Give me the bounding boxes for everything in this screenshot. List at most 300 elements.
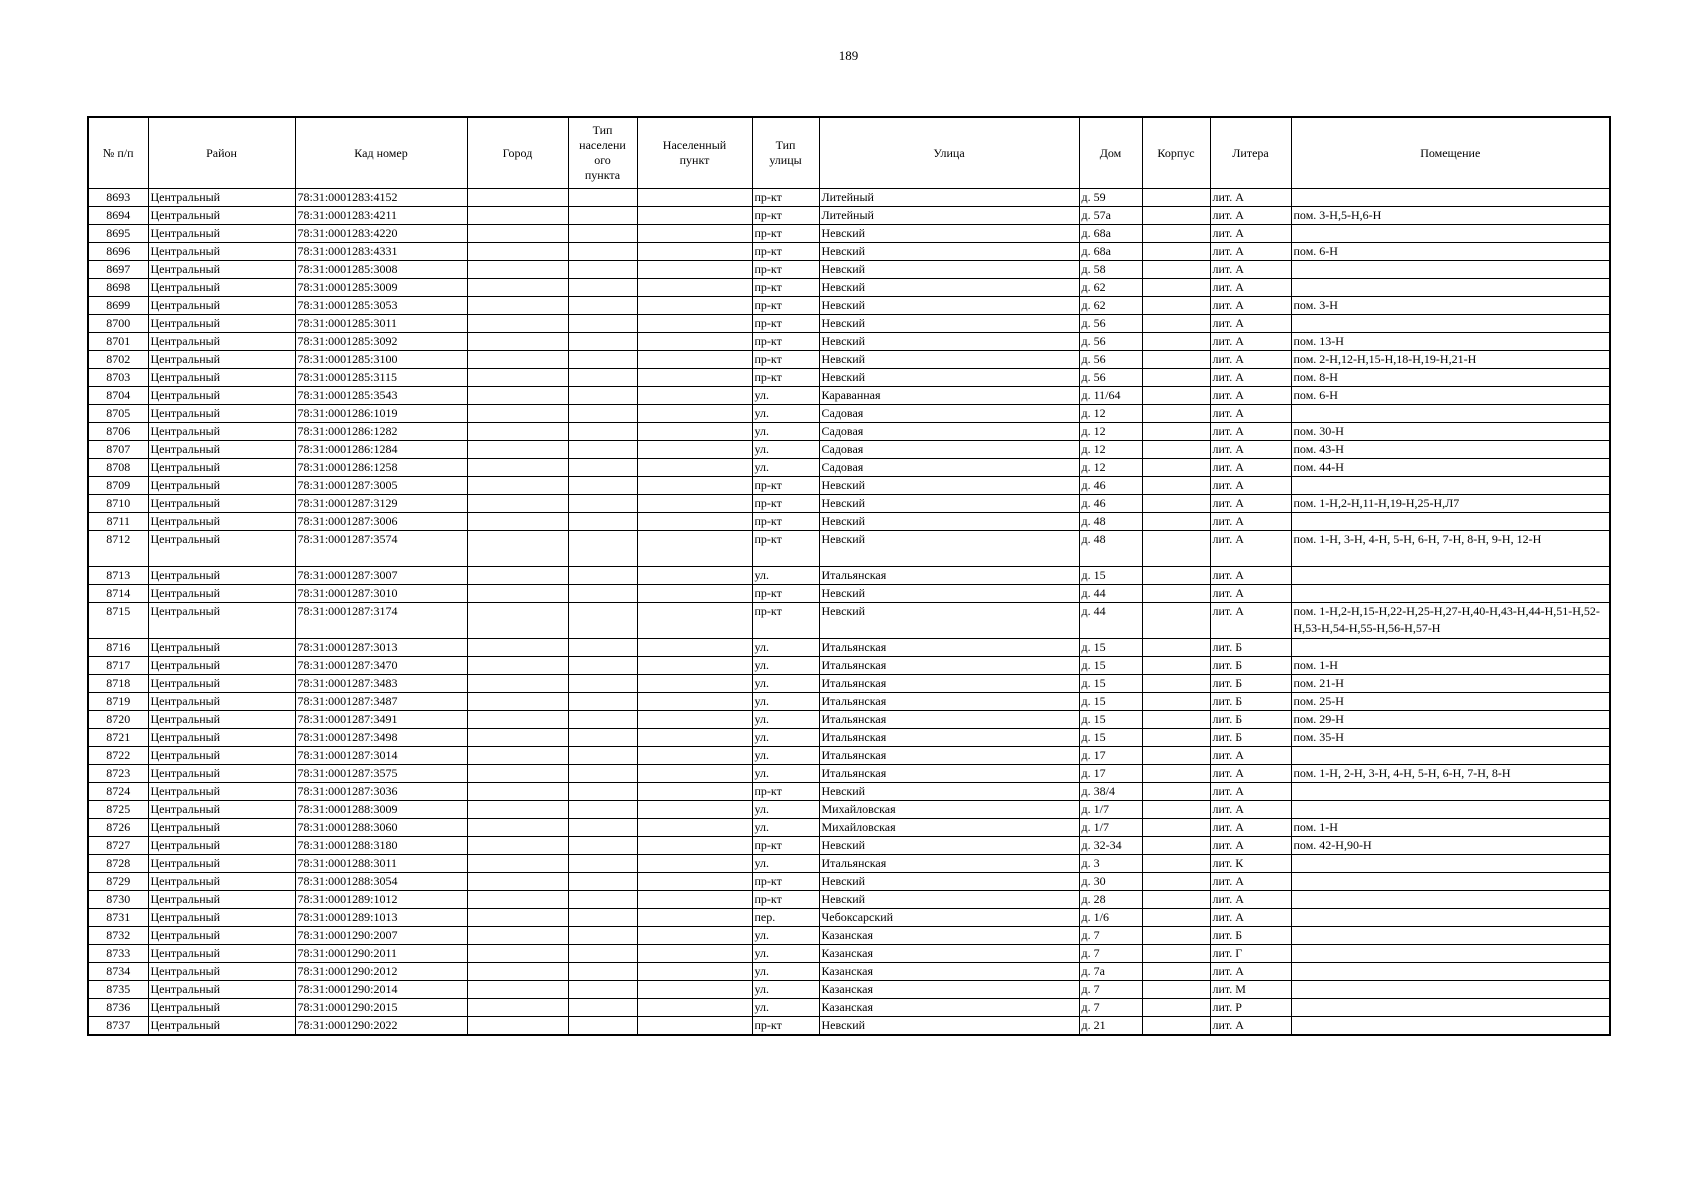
- cell-street: Невский: [819, 261, 1079, 279]
- cell-street-type: пр-кт: [752, 477, 819, 495]
- cell-cadastral: 78:31:0001286:1258: [295, 459, 467, 477]
- table-row: [88, 261, 1610, 279]
- cell-district: Центральный: [148, 711, 295, 729]
- cell-street: Литейный: [819, 207, 1079, 225]
- cell-settlement-type: [568, 999, 637, 1017]
- table-row: [88, 423, 1610, 441]
- cell-settlement-type: [568, 603, 637, 639]
- cell-city: [467, 963, 568, 981]
- cell-street-type: ул.: [752, 693, 819, 711]
- cell-district: Центральный: [148, 567, 295, 585]
- cell-cadastral: 78:31:0001290:2007: [295, 927, 467, 945]
- cell-letter: лит. А: [1210, 243, 1291, 261]
- cell-district: Центральный: [148, 531, 295, 567]
- cell-building: [1142, 927, 1210, 945]
- cell-house: д. 56: [1079, 369, 1142, 387]
- table-row: [88, 729, 1610, 747]
- cell-street-type: пр-кт: [752, 351, 819, 369]
- cell-city: [467, 693, 568, 711]
- cell-settlement: [637, 351, 752, 369]
- cell-number: 8706: [88, 423, 148, 441]
- cell-building: [1142, 801, 1210, 819]
- cell-district: Центральный: [148, 585, 295, 603]
- cell-district: Центральный: [148, 873, 295, 891]
- col-header-district: Район: [148, 117, 295, 189]
- cell-number: 8708: [88, 459, 148, 477]
- cell-city: [467, 585, 568, 603]
- cell-letter: лит. Б: [1210, 675, 1291, 693]
- cell-building: [1142, 711, 1210, 729]
- cell-premises: [1291, 999, 1610, 1017]
- cell-building: [1142, 675, 1210, 693]
- cell-cadastral: 78:31:0001287:3007: [295, 567, 467, 585]
- cell-cadastral: 78:31:0001290:2011: [295, 945, 467, 963]
- cell-premises: пом. 42-Н,90-Н: [1291, 837, 1610, 855]
- cell-street-type: пр-кт: [752, 891, 819, 909]
- cell-premises: [1291, 801, 1610, 819]
- cell-settlement-type: [568, 531, 637, 567]
- cell-cadastral: 78:31:0001287:3014: [295, 747, 467, 765]
- cell-number: 8729: [88, 873, 148, 891]
- cell-city: [467, 837, 568, 855]
- table-row: [88, 801, 1610, 819]
- col-header-premises: Помещение: [1291, 117, 1610, 189]
- cell-house: д. 15: [1079, 567, 1142, 585]
- cell-cadastral: 78:31:0001287:3129: [295, 495, 467, 513]
- table-row: [88, 837, 1610, 855]
- cell-district: Центральный: [148, 981, 295, 999]
- cell-premises: пом. 21-Н: [1291, 675, 1610, 693]
- cell-premises: [1291, 981, 1610, 999]
- cell-building: [1142, 495, 1210, 513]
- cell-street: Невский: [819, 369, 1079, 387]
- cell-building: [1142, 657, 1210, 675]
- cell-street: Невский: [819, 297, 1079, 315]
- cell-city: [467, 999, 568, 1017]
- cell-number: 8720: [88, 711, 148, 729]
- cell-settlement-type: [568, 189, 637, 207]
- cell-street-type: пр-кт: [752, 225, 819, 243]
- cell-street-type: ул.: [752, 567, 819, 585]
- cell-number: 8718: [88, 675, 148, 693]
- cell-settlement-type: [568, 981, 637, 999]
- cell-cadastral: 78:31:0001285:3092: [295, 333, 467, 351]
- cell-settlement: [637, 531, 752, 567]
- cell-district: Центральный: [148, 261, 295, 279]
- cell-settlement: [637, 225, 752, 243]
- cell-building: [1142, 999, 1210, 1017]
- cell-cadastral: 78:31:0001290:2014: [295, 981, 467, 999]
- cell-building: [1142, 567, 1210, 585]
- cell-street: Литейный: [819, 189, 1079, 207]
- cell-cadastral: 78:31:0001287:3487: [295, 693, 467, 711]
- cell-street: Чебоксарский: [819, 909, 1079, 927]
- cell-settlement-type: [568, 855, 637, 873]
- cell-building: [1142, 981, 1210, 999]
- cell-number: 8724: [88, 783, 148, 801]
- cell-street-type: ул.: [752, 639, 819, 657]
- cell-district: Центральный: [148, 207, 295, 225]
- cell-number: 8714: [88, 585, 148, 603]
- cell-district: Центральный: [148, 477, 295, 495]
- table-row: [88, 531, 1610, 567]
- cell-street: Итальянская: [819, 657, 1079, 675]
- cell-letter: лит. А: [1210, 963, 1291, 981]
- cell-street-type: пр-кт: [752, 189, 819, 207]
- col-header-number: № п/п: [88, 117, 148, 189]
- cell-city: [467, 315, 568, 333]
- cell-city: [467, 297, 568, 315]
- cell-number: 8737: [88, 1017, 148, 1036]
- cell-house: д. 56: [1079, 351, 1142, 369]
- cell-settlement: [637, 189, 752, 207]
- cell-settlement-type: [568, 513, 637, 531]
- table-row: [88, 693, 1610, 711]
- cell-street-type: пр-кт: [752, 495, 819, 513]
- cell-letter: лит. А: [1210, 261, 1291, 279]
- table-row: [88, 315, 1610, 333]
- cell-street: Невский: [819, 477, 1079, 495]
- cell-city: [467, 261, 568, 279]
- cell-letter: лит. Г: [1210, 945, 1291, 963]
- cell-number: 8717: [88, 657, 148, 675]
- table-row: [88, 1017, 1610, 1036]
- cell-street-type: ул.: [752, 945, 819, 963]
- cell-settlement-type: [568, 585, 637, 603]
- cell-settlement: [637, 909, 752, 927]
- table-row: [88, 405, 1610, 423]
- cell-street: Итальянская: [819, 567, 1079, 585]
- cell-settlement-type: [568, 225, 637, 243]
- cell-number: 8727: [88, 837, 148, 855]
- table-row: [88, 513, 1610, 531]
- col-header-cadastral: Кад номер: [295, 117, 467, 189]
- cell-settlement-type: [568, 495, 637, 513]
- table-row: [88, 225, 1610, 243]
- cell-number: 8693: [88, 189, 148, 207]
- cell-number: 8726: [88, 819, 148, 837]
- cell-city: [467, 603, 568, 639]
- cell-city: [467, 873, 568, 891]
- cell-settlement: [637, 657, 752, 675]
- cell-letter: лит. А: [1210, 783, 1291, 801]
- table-row: [88, 333, 1610, 351]
- cell-building: [1142, 315, 1210, 333]
- cell-cadastral: 78:31:0001289:1013: [295, 909, 467, 927]
- cell-city: [467, 675, 568, 693]
- cell-premises: пом. 6-Н: [1291, 243, 1610, 261]
- cell-settlement-type: [568, 423, 637, 441]
- cell-letter: лит. А: [1210, 207, 1291, 225]
- cell-house: д. 32-34: [1079, 837, 1142, 855]
- cell-street-type: ул.: [752, 999, 819, 1017]
- cell-premises: [1291, 567, 1610, 585]
- cell-letter: лит. А: [1210, 315, 1291, 333]
- cell-cadastral: 78:31:0001288:3009: [295, 801, 467, 819]
- cell-street-type: ул.: [752, 459, 819, 477]
- cell-number: 8709: [88, 477, 148, 495]
- cell-premises: пом. 1-Н, 2-Н, 3-Н, 4-Н, 5-Н, 6-Н, 7-Н, 8-Н: [1291, 765, 1610, 783]
- cell-premises: пом. 35-Н: [1291, 729, 1610, 747]
- cell-number: 8701: [88, 333, 148, 351]
- cell-city: [467, 801, 568, 819]
- cell-house: д. 17: [1079, 747, 1142, 765]
- cell-street-type: пр-кт: [752, 513, 819, 531]
- cell-cadastral: 78:31:0001285:3008: [295, 261, 467, 279]
- cell-cadastral: 78:31:0001290:2015: [295, 999, 467, 1017]
- col-header-settlement: Населенный пункт: [637, 117, 752, 189]
- cell-district: Центральный: [148, 891, 295, 909]
- cell-letter: лит. А: [1210, 909, 1291, 927]
- cell-district: Центральный: [148, 909, 295, 927]
- cell-district: Центральный: [148, 801, 295, 819]
- cell-settlement-type: [568, 693, 637, 711]
- cell-settlement: [637, 837, 752, 855]
- cell-city: [467, 1017, 568, 1036]
- cell-street-type: ул.: [752, 765, 819, 783]
- cell-street-type: ул.: [752, 657, 819, 675]
- cell-street-type: ул.: [752, 729, 819, 747]
- cell-number: 8733: [88, 945, 148, 963]
- cell-letter: лит. Б: [1210, 927, 1291, 945]
- cell-premises: [1291, 891, 1610, 909]
- cell-settlement: [637, 261, 752, 279]
- cell-premises: [1291, 315, 1610, 333]
- table-row: [88, 783, 1610, 801]
- cell-house: д. 1/7: [1079, 819, 1142, 837]
- cell-district: Центральный: [148, 819, 295, 837]
- cell-house: д. 11/64: [1079, 387, 1142, 405]
- cell-number: 8734: [88, 963, 148, 981]
- cell-cadastral: 78:31:0001290:2012: [295, 963, 467, 981]
- cell-premises: пом. 1-Н, 3-Н, 4-Н, 5-Н, 6-Н, 7-Н, 8-Н, 9-Н, 12-Н: [1291, 531, 1610, 567]
- cell-cadastral: 78:31:0001287:3470: [295, 657, 467, 675]
- cell-letter: лит. А: [1210, 405, 1291, 423]
- cell-premises: пом. 8-Н: [1291, 369, 1610, 387]
- cell-cadastral: 78:31:0001288:3011: [295, 855, 467, 873]
- cell-premises: [1291, 225, 1610, 243]
- cell-building: [1142, 369, 1210, 387]
- cell-number: 8699: [88, 297, 148, 315]
- cell-letter: лит. Б: [1210, 711, 1291, 729]
- cell-street: Итальянская: [819, 639, 1079, 657]
- cell-settlement: [637, 459, 752, 477]
- cell-cadastral: 78:31:0001288:3060: [295, 819, 467, 837]
- table-row: [88, 675, 1610, 693]
- cell-settlement: [637, 891, 752, 909]
- cell-number: 8732: [88, 927, 148, 945]
- cell-district: Центральный: [148, 387, 295, 405]
- cell-premises: [1291, 279, 1610, 297]
- cell-number: 8705: [88, 405, 148, 423]
- cell-cadastral: 78:31:0001287:3005: [295, 477, 467, 495]
- cell-house: д. 7: [1079, 999, 1142, 1017]
- table-row: [88, 873, 1610, 891]
- cell-street-type: ул.: [752, 747, 819, 765]
- cell-street: Итальянская: [819, 747, 1079, 765]
- cell-premises: [1291, 1017, 1610, 1036]
- cell-street: Михайловская: [819, 819, 1079, 837]
- cell-district: Центральный: [148, 333, 295, 351]
- cell-street-type: ул.: [752, 963, 819, 981]
- cell-city: [467, 513, 568, 531]
- cell-number: 8715: [88, 603, 148, 639]
- cell-house: д. 7: [1079, 945, 1142, 963]
- cell-building: [1142, 945, 1210, 963]
- cell-settlement: [637, 513, 752, 531]
- cell-district: Центральный: [148, 999, 295, 1017]
- cell-letter: лит. А: [1210, 1017, 1291, 1036]
- cell-settlement: [637, 675, 752, 693]
- cell-letter: лит. Б: [1210, 693, 1291, 711]
- cell-settlement: [637, 981, 752, 999]
- cell-settlement: [637, 369, 752, 387]
- cell-house: д. 15: [1079, 675, 1142, 693]
- cell-street-type: ул.: [752, 855, 819, 873]
- cell-street-type: пер.: [752, 909, 819, 927]
- table-row: [88, 981, 1610, 999]
- cell-letter: лит. А: [1210, 567, 1291, 585]
- cell-building: [1142, 243, 1210, 261]
- cell-premises: [1291, 855, 1610, 873]
- table-body: [88, 189, 1610, 1036]
- cell-district: Центральный: [148, 747, 295, 765]
- cell-cadastral: 78:31:0001285:3115: [295, 369, 467, 387]
- cell-settlement: [637, 999, 752, 1017]
- cell-premises: [1291, 963, 1610, 981]
- cell-building: [1142, 531, 1210, 567]
- cell-number: 8722: [88, 747, 148, 765]
- cell-cadastral: 78:31:0001287:3174: [295, 603, 467, 639]
- cell-city: [467, 477, 568, 495]
- cell-letter: лит. А: [1210, 297, 1291, 315]
- col-header-city: Город: [467, 117, 568, 189]
- cell-number: 8702: [88, 351, 148, 369]
- cell-settlement: [637, 387, 752, 405]
- cell-building: [1142, 603, 1210, 639]
- cell-building: [1142, 225, 1210, 243]
- cell-city: [467, 405, 568, 423]
- col-header-street-type: Тип улицы: [752, 117, 819, 189]
- cell-street-type: пр-кт: [752, 873, 819, 891]
- cell-premises: [1291, 909, 1610, 927]
- col-header-house: Дом: [1079, 117, 1142, 189]
- cell-settlement: [637, 315, 752, 333]
- cell-settlement-type: [568, 459, 637, 477]
- cell-street: Невский: [819, 513, 1079, 531]
- cell-building: [1142, 333, 1210, 351]
- cell-premises: пом. 2-Н,12-Н,15-Н,18-Н,19-Н,21-Н: [1291, 351, 1610, 369]
- cell-cadastral: 78:31:0001285:3053: [295, 297, 467, 315]
- col-header-building: Корпус: [1142, 117, 1210, 189]
- cell-city: [467, 945, 568, 963]
- cell-street: Невский: [819, 891, 1079, 909]
- cell-building: [1142, 405, 1210, 423]
- cell-building: [1142, 189, 1210, 207]
- cell-settlement-type: [568, 927, 637, 945]
- cell-district: Центральный: [148, 603, 295, 639]
- cell-city: [467, 729, 568, 747]
- cell-street: Итальянская: [819, 675, 1079, 693]
- cell-street-type: ул.: [752, 801, 819, 819]
- cell-street-type: ул.: [752, 405, 819, 423]
- registry-table: [87, 116, 1611, 1036]
- cell-settlement-type: [568, 711, 637, 729]
- cell-house: д. 38/4: [1079, 783, 1142, 801]
- cell-street-type: ул.: [752, 711, 819, 729]
- cell-street: Итальянская: [819, 729, 1079, 747]
- cell-cadastral: 78:31:0001285:3011: [295, 315, 467, 333]
- cell-settlement-type: [568, 891, 637, 909]
- cell-building: [1142, 423, 1210, 441]
- cell-settlement-type: [568, 963, 637, 981]
- cell-city: [467, 765, 568, 783]
- cell-house: д. 1/6: [1079, 909, 1142, 927]
- cell-settlement-type: [568, 315, 637, 333]
- page-number: 189: [838, 48, 859, 63]
- cell-letter: лит. Р: [1210, 999, 1291, 1017]
- cell-house: д. 68а: [1079, 243, 1142, 261]
- cell-settlement: [637, 585, 752, 603]
- cell-district: Центральный: [148, 225, 295, 243]
- cell-street: Казанская: [819, 999, 1079, 1017]
- cell-district: Центральный: [148, 675, 295, 693]
- cell-settlement-type: [568, 747, 637, 765]
- cell-district: Центральный: [148, 945, 295, 963]
- cell-letter: лит. А: [1210, 747, 1291, 765]
- table-row: [88, 639, 1610, 657]
- cell-letter: лит. А: [1210, 441, 1291, 459]
- cell-premises: [1291, 639, 1610, 657]
- cell-city: [467, 855, 568, 873]
- cell-letter: лит. А: [1210, 801, 1291, 819]
- cell-number: 8700: [88, 315, 148, 333]
- cell-street-type: пр-кт: [752, 315, 819, 333]
- cell-settlement: [637, 207, 752, 225]
- cell-street: Невский: [819, 279, 1079, 297]
- cell-district: Центральный: [148, 297, 295, 315]
- cell-house: д. 21: [1079, 1017, 1142, 1036]
- table-row: [88, 819, 1610, 837]
- cell-number: 8703: [88, 369, 148, 387]
- table-row: [88, 207, 1610, 225]
- cell-letter: лит. А: [1210, 765, 1291, 783]
- cell-district: Центральный: [148, 495, 295, 513]
- table-row: [88, 747, 1610, 765]
- cell-letter: лит. А: [1210, 891, 1291, 909]
- cell-city: [467, 927, 568, 945]
- table-row: [88, 495, 1610, 513]
- cell-letter: лит. А: [1210, 495, 1291, 513]
- cell-city: [467, 567, 568, 585]
- cell-city: [467, 351, 568, 369]
- cell-settlement-type: [568, 441, 637, 459]
- cell-street: Невский: [819, 225, 1079, 243]
- cell-letter: лит. К: [1210, 855, 1291, 873]
- cell-house: д. 28: [1079, 891, 1142, 909]
- cell-district: Центральный: [148, 657, 295, 675]
- cell-cadastral: 78:31:0001285:3009: [295, 279, 467, 297]
- cell-number: 8697: [88, 261, 148, 279]
- cell-settlement-type: [568, 261, 637, 279]
- cell-district: Центральный: [148, 837, 295, 855]
- cell-street: Невский: [819, 873, 1079, 891]
- cell-cadastral: 78:31:0001287:3574: [295, 531, 467, 567]
- cell-number: 8725: [88, 801, 148, 819]
- cell-street-type: пр-кт: [752, 333, 819, 351]
- cell-settlement: [637, 279, 752, 297]
- cell-house: д. 56: [1079, 315, 1142, 333]
